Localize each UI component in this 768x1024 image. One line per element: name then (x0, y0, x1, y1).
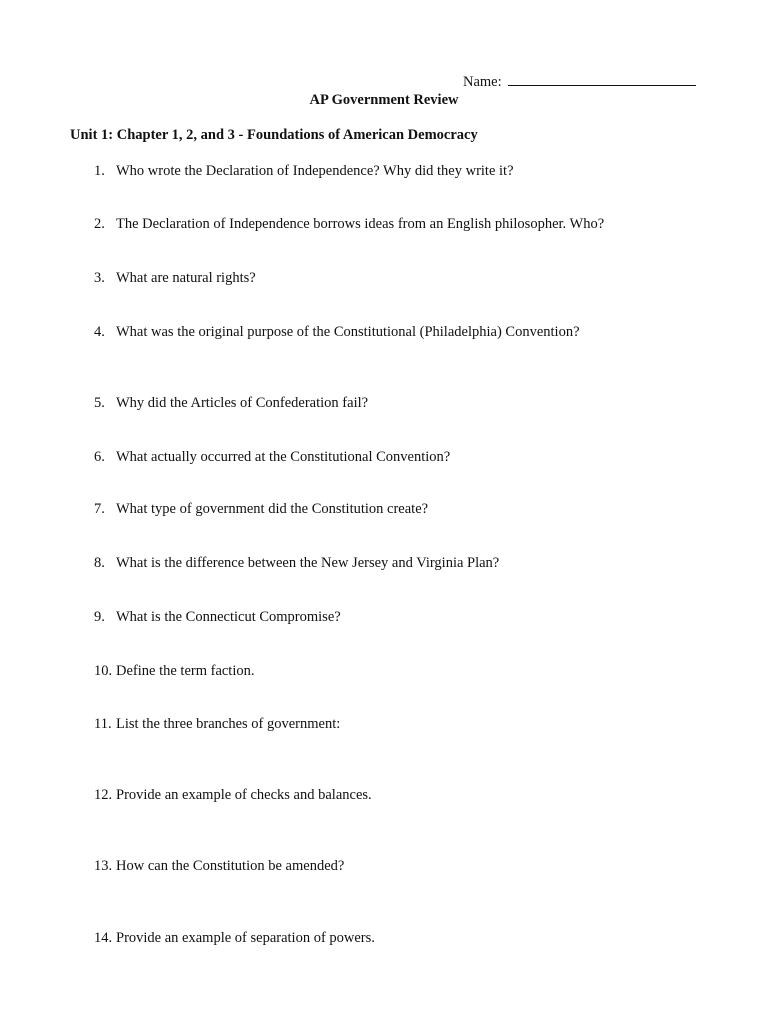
question-text: What was the original purpose of the Constitutional (Philadelphia) Convention? (116, 324, 580, 340)
question-number: 1. (94, 163, 105, 179)
question-9 (94, 609, 341, 626)
page-title: AP Government Review (309, 92, 459, 108)
question-text: How can the Constitution be amended? (116, 858, 345, 874)
question-number: 8. (94, 555, 105, 571)
question-text: Who wrote the Declaration of Independence? Why did they write it? (116, 163, 514, 179)
question-number: 3. (94, 270, 105, 286)
question-number: 6. (94, 449, 105, 465)
name-field (463, 73, 696, 91)
question-text: What are natural rights? (116, 270, 256, 286)
question-text: Provide an example of checks and balances. (116, 787, 372, 803)
question-text: What actually occurred at the Constitutional Convention? (116, 449, 451, 465)
question-number: 10. (94, 663, 113, 679)
question-text: Why did the Articles of Confederation fail? (116, 395, 369, 411)
question-10 (94, 663, 255, 680)
question-number: 11. (94, 716, 112, 732)
question-text: What is the Connecticut Compromise? (116, 609, 341, 625)
question-text: What is the difference between the New Jersey and Virginia Plan? (116, 555, 500, 571)
question-number: 13. (94, 858, 113, 874)
question-3 (94, 270, 256, 287)
question-number: 4. (94, 324, 105, 340)
question-number: 12. (94, 787, 113, 803)
name-label: Name: (463, 74, 502, 90)
question-text: Define the term faction. (116, 663, 255, 679)
question-6 (94, 449, 450, 466)
question-5 (94, 395, 368, 412)
question-text: Provide an example of separation of powers. (116, 930, 375, 946)
question-12 (94, 787, 372, 804)
question-number: 5. (94, 395, 105, 411)
name-blank-line[interactable] (508, 73, 696, 86)
question-7 (94, 501, 428, 518)
unit-heading: Unit 1: Chapter 1, 2, and 3 - Foundations of American Democracy (70, 127, 478, 143)
question-number: 7. (94, 501, 105, 517)
question-8 (94, 555, 499, 572)
question-text: The Declaration of Independence borrows ideas from an English philosopher. Who? (116, 216, 605, 232)
question-14 (94, 930, 375, 947)
question-text: List the three branches of government: (116, 716, 341, 732)
question-number: 14. (94, 930, 113, 946)
question-number: 9. (94, 609, 105, 625)
question-2 (94, 216, 604, 233)
question-number: 2. (94, 216, 105, 232)
question-13 (94, 858, 344, 875)
question-1 (94, 163, 514, 180)
question-11 (94, 716, 340, 733)
question-text: What type of government did the Constitution create? (116, 501, 429, 517)
question-4 (94, 324, 580, 341)
